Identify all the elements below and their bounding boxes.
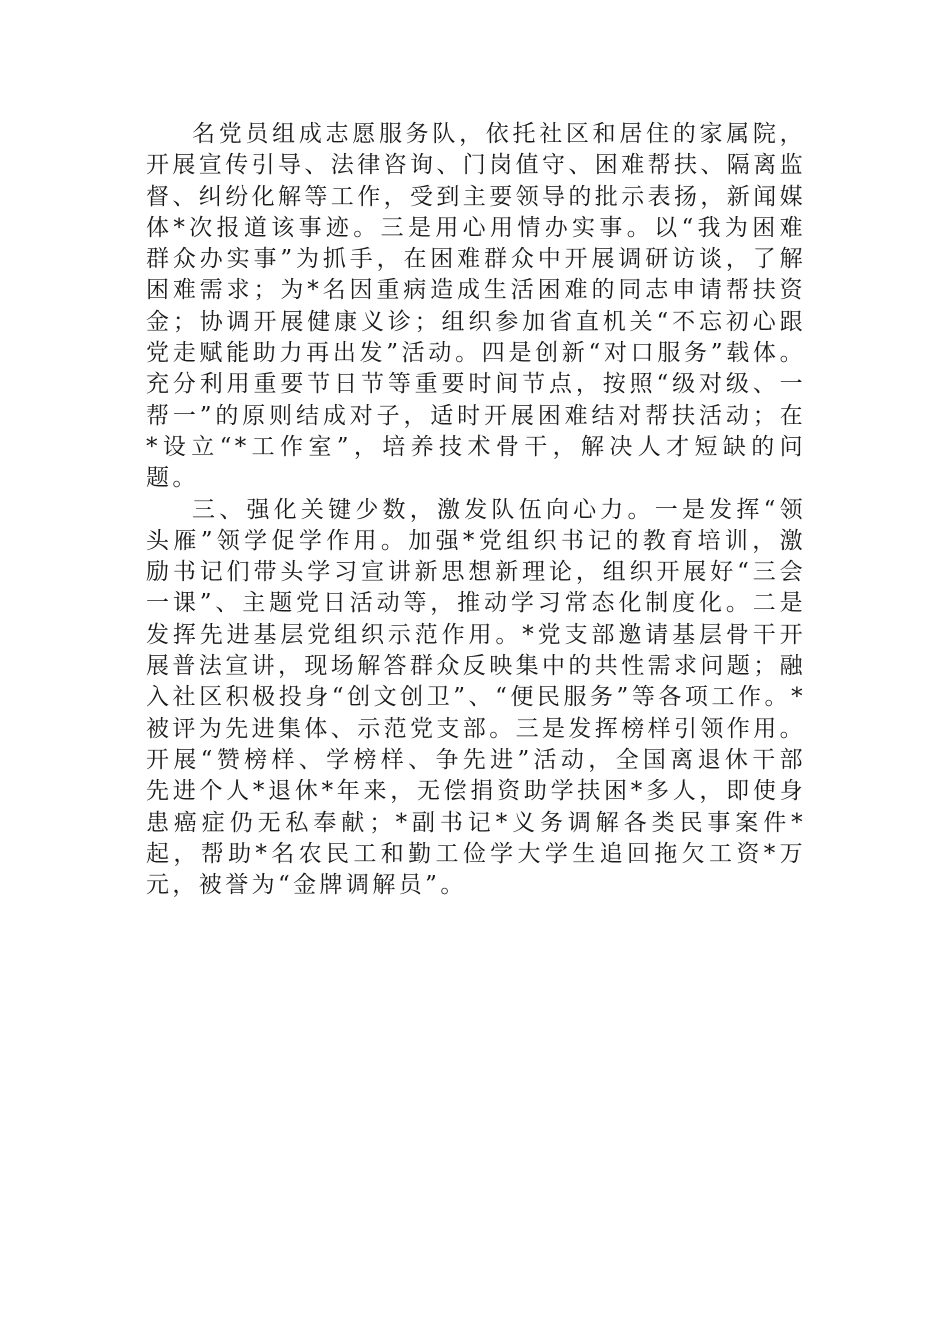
document-body <box>146 119 806 901</box>
paragraph-1: 名党员组成志愿服务队，依托社区和居住的家属院，开展宣传引导、法律咨询、门岗值守、困难帮扶、隔离监督、纠纷化解等工作，受到主要领导的批示表扬，新闻媒体*次报道该事迹。三是用心用情办实事。以“我为困难群众办实事”为抓手，在困难群众中开展调研访谈，了解困难需求；为*名因重病造成生活困难的同志申请帮扶资金；协调开展健康义诊；组织参加省直机关“不忘初心跟党走赋能助力再出发”活动。四是创新“对口服务”载体。充分利用重要节日节等重要时间节点，按照“级对级、一帮一”的原则结成对子，适时开展困难结对帮扶活动；在*设立“*工作室”，培养技术骨干，解决人才短缺的问题。 <box>146 121 806 492</box>
paragraph-2: 三、强化关键少数，激发队伍向心力。一是发挥“领头雁”领学促学作用。加强*党组织书记的教育培训，激励书记们带头学习宣讲新思想新理论，组织开展好“三会一课”、主题党日活动等，推动学习常态化制度化。二是发挥先进基层党组织示范作用。*党支部邀请基层骨干开展普法宣讲，现场解答群众反映集中的共性需求问题；融入社区积极投身“创文创卫”、“便民服务”等各项工作。*被评为先进集体、示范党支部。三是发挥榜样引领作用。开展“赞榜样、学榜样、争先进”活动，全国离退休干部先进个人*退休*年来，无偿捐资助学扶困*多人，即使身患癌症仍无私奉献；*副书记*义务调解各类民事案件*起，帮助*名农民工和勤工俭学大学生追回拖欠工资*万元，被誉为“金牌调解员”。 <box>146 496 806 899</box>
